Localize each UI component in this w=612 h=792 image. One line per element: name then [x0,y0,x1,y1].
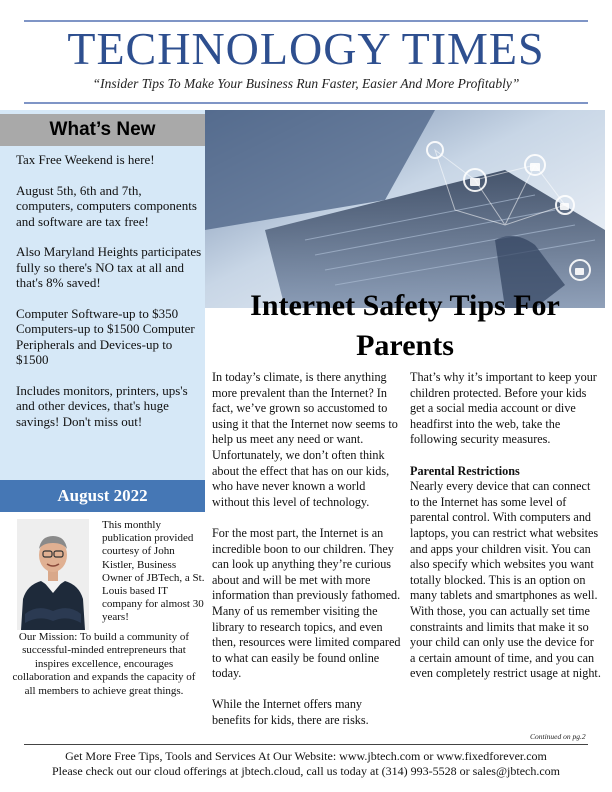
masthead-bottom-rule [24,102,588,104]
author-photo [17,519,89,630]
whats-new-heading: What’s New [0,114,205,146]
article-paragraph: For the most part, the Internet is an incredible boon to our children. They can look up anything they’re curious about and will be met with more information than previously fathomed. Many of us remember visiting the library to research topics, and even then, resources were limited compared to what can easily be found online today. [212,525,401,681]
footer-rule [24,744,588,745]
hero-image [205,110,605,308]
article-paragraph: Nearly every device that can connect to the Internet has some level of parental control. With computers and laptops, you can restrict what websites and apps your children visit. You can also specify which websites you want totally blocked. This is an option on many tablets and smartphones as well. With those, you can actually set time constraints and limits that make it so your child can only use the device for a certain amount of time, and you can even completely restrict usage at night. [410,479,601,681]
author-bio: This monthly publication provided courtesy of John Kistler, Business Owner of JBTech, a St. Louis based IT company for almost 30 years! [102,519,205,624]
whats-new-paragraph: Also Maryland Heights participates fully so there's NO tax at all and that's 8% saved! [16,244,202,290]
whats-new-paragraph: Computer Software-up to $350 Computers-up to $1500 Computer Peripherals and Devices-up to $1500 [16,305,195,367]
article-column-1 [212,370,402,744]
whats-new-paragraph: August 5th, 6th and 7th, computers, computers components and software are tax free! [16,182,197,229]
article-subheading: Parental Restrictions [410,463,520,478]
mission-statement: Our Mission: To build a community of successful-minded entrepreneurs that inspires excellence, encourages collaboration and expands the capacity of all members to achieve great things. [12,631,196,697]
footer-line-2: Please check out our cloud offerings at jbtech.cloud, call us today at (314) 993-5528 or sales@jbtech.com [51,764,561,778]
article-headline: Internet Safety Tips For Parents [250,289,560,362]
article-paragraph: In today’s climate, is there anything more prevalent than the Internet? In fact, we’ve grown so accustomed to using it that the Internet now seems to help us meet any need or want. Unfortunately, we don’t often think about the effect that has on our kids, who have never known a world without this level of technology. [212,370,398,509]
article-paragraph: That’s why it’s important to keep your children protected. Before your kids get a social media account or dive headfirst into the web, take the following security measures. [410,370,597,447]
whats-new-body [16,152,202,444]
article-column-2 [410,370,602,697]
newsletter-title: TECHNOLOGY TIMES [67,23,545,74]
newsletter-tagline: “Insider Tips To Make Your Business Run Faster, Easier And More Profitably” [92,76,520,91]
whats-new-paragraph: Includes monitors, printers, ups's and other devices, that's huge savings! Don't miss out! [16,382,188,429]
masthead-top-rule [24,20,588,22]
person-icon [17,519,89,630]
issue-date-banner: August 2022 [0,480,205,512]
whats-new-paragraph: Tax Free Weekend is here! [16,152,155,167]
continued-note: Continued on pg.2 [530,732,586,741]
laptop-security-icon [205,110,605,308]
footer-line-1: Get More Free Tips, Tools and Services At Our Website: www.jbtech.com or www.fixedforever.com [65,749,547,763]
article-paragraph: While the Internet offers many benefits for kids, there are risks. [212,697,369,728]
